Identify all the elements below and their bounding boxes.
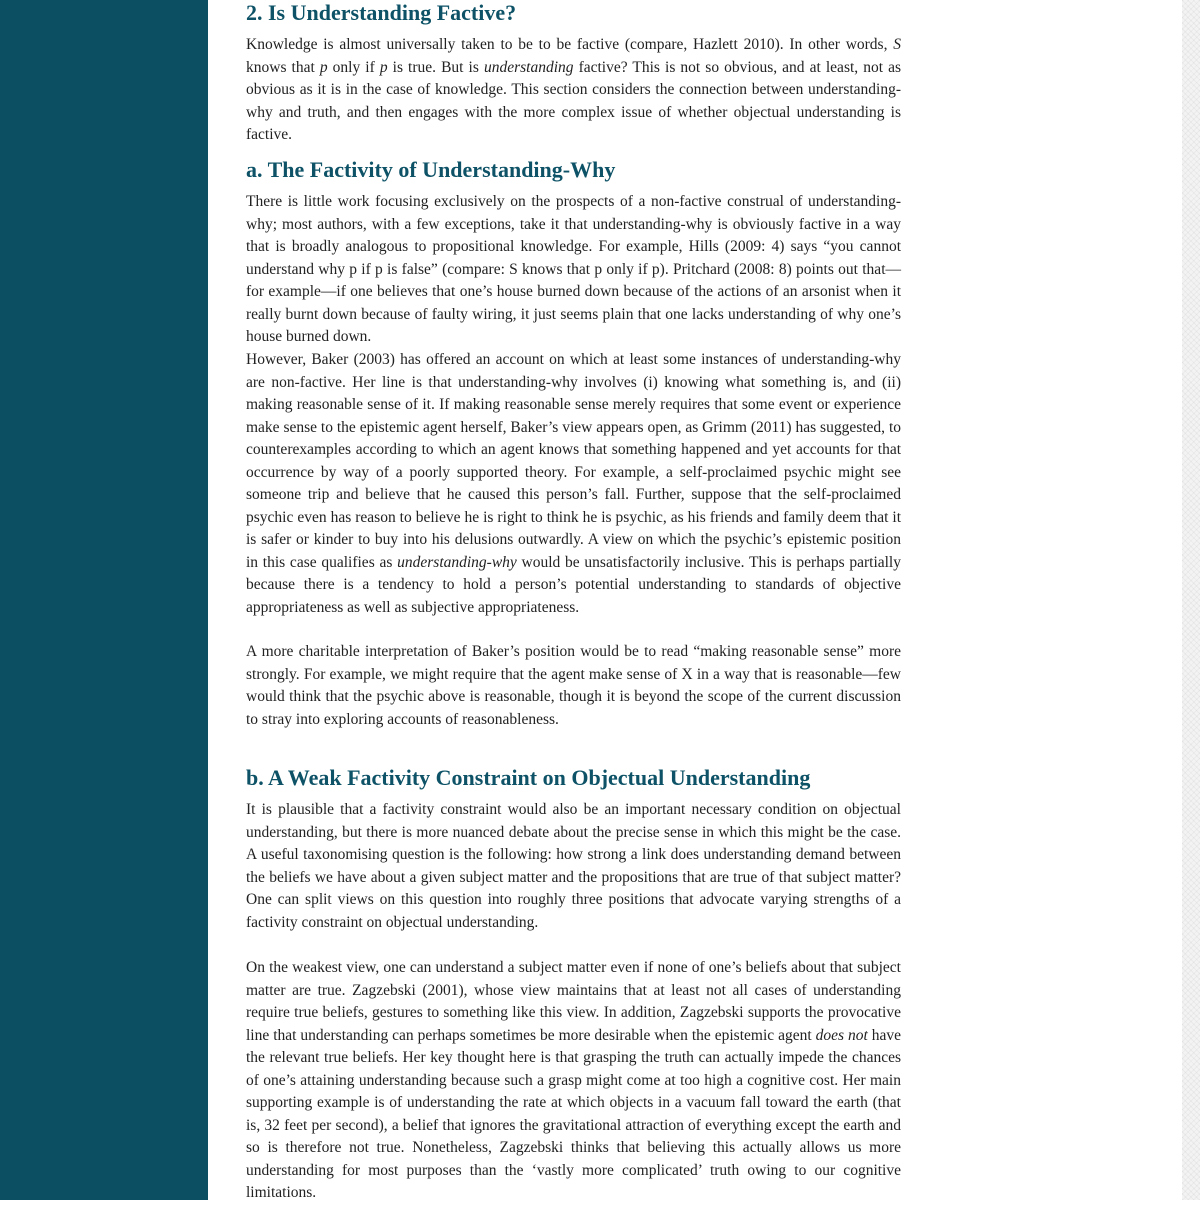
italic-text: understanding: [483, 58, 574, 76]
subsection-a-paragraph-2: However, Baker (2003) has offered an account on which at least some instances of understanding-why are non-factive. Her line is that understanding-why involves (i) knowing what something is, and (ii) making reasonable sense of it. If making reasonable sense merely requires that some event or experience make sense to the epistemic agent herself, Baker’s view appears open, as Grimm (2011) has suggested, to counterexamples according to which an agent knows that something happened and yet accounts for that occurrence by way of a poorly supported theory. For example, a self-proclaimed psychic might see someone trip and believe that he caused this person’s fall. Further, suppose that the self-proclaimed psychic even has reason to believe he is right to think he is psychic, as his friends and family deem that it is safer or kinder to buy into his delusions outwardly. A view on which the psychic’s epistemic position in this case qualifies as understanding-why would be unsatisfactorily inclusive. This is perhaps partially because there is a tendency to hold a person’s potential understanding to standards of objective appropriateness as well as subjective appropriateness.: [246, 351, 901, 616]
subsection-b-paragraph-1: It is plausible that a factivity constraint would also be an important necessary condition on objectual understanding, but there is more nuanced debate about the precise sense in which this might be the case. A useful taxonomising question is the following: how strong a link does understanding demand between the beliefs we have about a given subject matter and the propositions that are true of that subject matter? One can split views on this question into roughly three positions that advocate varying strengths of a factivity constraint on objectual understanding.: [246, 801, 901, 931]
italic-text: does not: [815, 1026, 868, 1044]
subsection-a-heading: a. The Factivity of Understanding-Why: [246, 157, 616, 182]
left-sidebar: [0, 0, 208, 1200]
italic-text: understanding-why: [397, 553, 517, 571]
subsection-b-heading: b. A Weak Factivity Constraint on Objectual Understanding: [246, 765, 811, 790]
subsection-b-paragraph-2: On the weakest view, one can understand a subject matter even if none of one’s beliefs about that subject matter are true. Zagzebski (2001), whose view maintains that at least not all cases of understanding require true beliefs, gestures to something like this view. In addition, Zagzebski supports the provocative line that understanding can perhaps sometimes be more desirable when the epistemic agent does not have the relevant true beliefs. Her key thought here is that grasping the truth can actually impede the chances of one’s attaining understanding because such a grasp might come at too high a cognitive cost. Her main supporting example is of understanding the rate at which objects in a vacuum fall toward the earth (that is, 32 feet per second), a belief that ignores the gravitational attraction of everything except the earth and so is therefore not true. Nonetheless, Zagzebski thinks that believing this actually allows us more understanding for most purposes than the ‘vastly more complicated’ truth owing to our cognitive limitations.: [246, 959, 901, 1201]
section-intro-paragraph: Knowledge is almost universally taken to be to be factive (compare, Hazlett 2010). In other words, S knows that p only if p is true. But is understanding factive? This is not so obvious, and at least, not as obvious as it is in the case of knowledge. This section considers the connection between understanding-why and truth, and then engages with the more complex issue of whether objectual understanding is factive.: [246, 36, 901, 143]
subsection-a-paragraph-1: There is little work focusing exclusively on the prospects of a non-factive construal of understanding-why; most authors, with a few exceptions, take it that understanding-why is obviously factive in a way that is broadly analogous to propositional knowledge. For example, Hills (2009: 4) says “you cannot understand why p if p is false” (compare: S knows that p only if p). Pritchard (2008: 8) points out that—for example—if one believes that one’s house burned down because of the actions of an arsonist when it really burnt down because of faulty wiring, it just seems plain that one lacks understanding of why one’s house burned down.: [246, 193, 901, 345]
subsection-a-paragraph-3: A more charitable interpretation of Baker’s position would be to read “making reasonable sense” more strongly. For example, we might require that the agent make sense of X in a way that is reasonable—few would think that the psychic above is reasonable, though it is beyond the scope of the current discussion to stray into exploring accounts of reasonableness.: [246, 643, 901, 728]
right-edge-pattern: [1182, 0, 1200, 1200]
italic-text: p: [319, 58, 328, 76]
italic-text: S: [893, 36, 901, 53]
section-heading: 2. Is Understanding Factive?: [246, 0, 517, 25]
italic-text: p: [379, 58, 388, 76]
